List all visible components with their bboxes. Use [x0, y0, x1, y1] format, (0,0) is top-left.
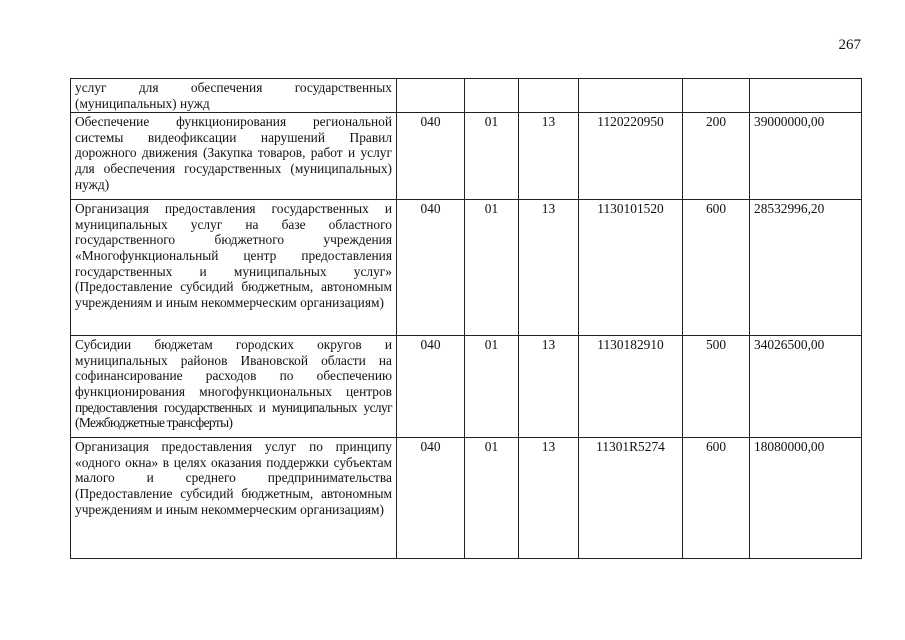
section-code: 01: [465, 113, 519, 200]
ministry-code: 040: [397, 336, 465, 438]
section-code: 01: [465, 438, 519, 559]
amount: 34026500,00: [750, 336, 862, 438]
table-row: [71, 200, 862, 336]
target-article-code: 1130101520: [579, 200, 683, 336]
page-number: 267: [838, 37, 861, 53]
subsection-code: 13: [519, 336, 579, 438]
budget-table: [70, 78, 862, 559]
subsection-code: [519, 79, 579, 113]
table-row: [71, 79, 862, 113]
expense-type-code: 500: [683, 336, 750, 438]
subsection-code: 13: [519, 438, 579, 559]
row-description: [71, 336, 397, 438]
expense-type-code: 200: [683, 113, 750, 200]
section-code: [465, 79, 519, 113]
ministry-code: 040: [397, 200, 465, 336]
amount: 39000000,00: [750, 113, 862, 200]
amount: 18080000,00: [750, 438, 862, 559]
amount: 28532996,20: [750, 200, 862, 336]
table-row: [71, 113, 862, 200]
expense-type-code: 600: [683, 438, 750, 559]
target-article-code: 1120220950: [579, 113, 683, 200]
row-description: Обеспечение функционирования региональной системы видеофиксации нарушений Правил дорожного движения (Закупка товаров, работ и услуг для обеспечения государственных (муниципальных) нужд): [71, 113, 397, 200]
section-code: 01: [465, 200, 519, 336]
row-description-main: Субсидии бюджетам городских округов и муниципальных районов Ивановской области на софинансирование расходов по обеспечению функционирования многофункциональных центров: [75, 337, 392, 399]
table-row: [71, 336, 862, 438]
table-row: [71, 438, 862, 559]
row-description: Организация предоставления государственных и муниципальных услуг на базе областного государственного бюджетного учреждения «Многофункциональный центр предоставления государственных и муниципальных услуг» (Предоставление субсидий бюджетным, автономным учреждениям и иным некоммерческим организациям): [71, 200, 397, 336]
subsection-code: 13: [519, 200, 579, 336]
row-description-tail: предоставления государственных и муниципальных услуг (Межбюджетные трансферты): [75, 399, 392, 431]
subsection-code: 13: [519, 113, 579, 200]
amount: [750, 79, 862, 113]
expense-type-code: [683, 79, 750, 113]
ministry-code: [397, 79, 465, 113]
ministry-code: 040: [397, 113, 465, 200]
target-article-code: [579, 79, 683, 113]
section-code: 01: [465, 336, 519, 438]
target-article-code: 1130182910: [579, 336, 683, 438]
row-description: услуг для обеспечения государственных (муниципальных) нужд: [71, 79, 397, 113]
row-description: Организация предоставления услуг по принципу «одного окна» в целях оказания поддержки субъектам малого и среднего предпринимательства (Предоставление субсидий бюджетным, автономным учреждениям и иным некоммерческим организациям): [71, 438, 397, 559]
ministry-code: 040: [397, 438, 465, 559]
expense-type-code: 600: [683, 200, 750, 336]
target-article-code: 11301R5274: [579, 438, 683, 559]
